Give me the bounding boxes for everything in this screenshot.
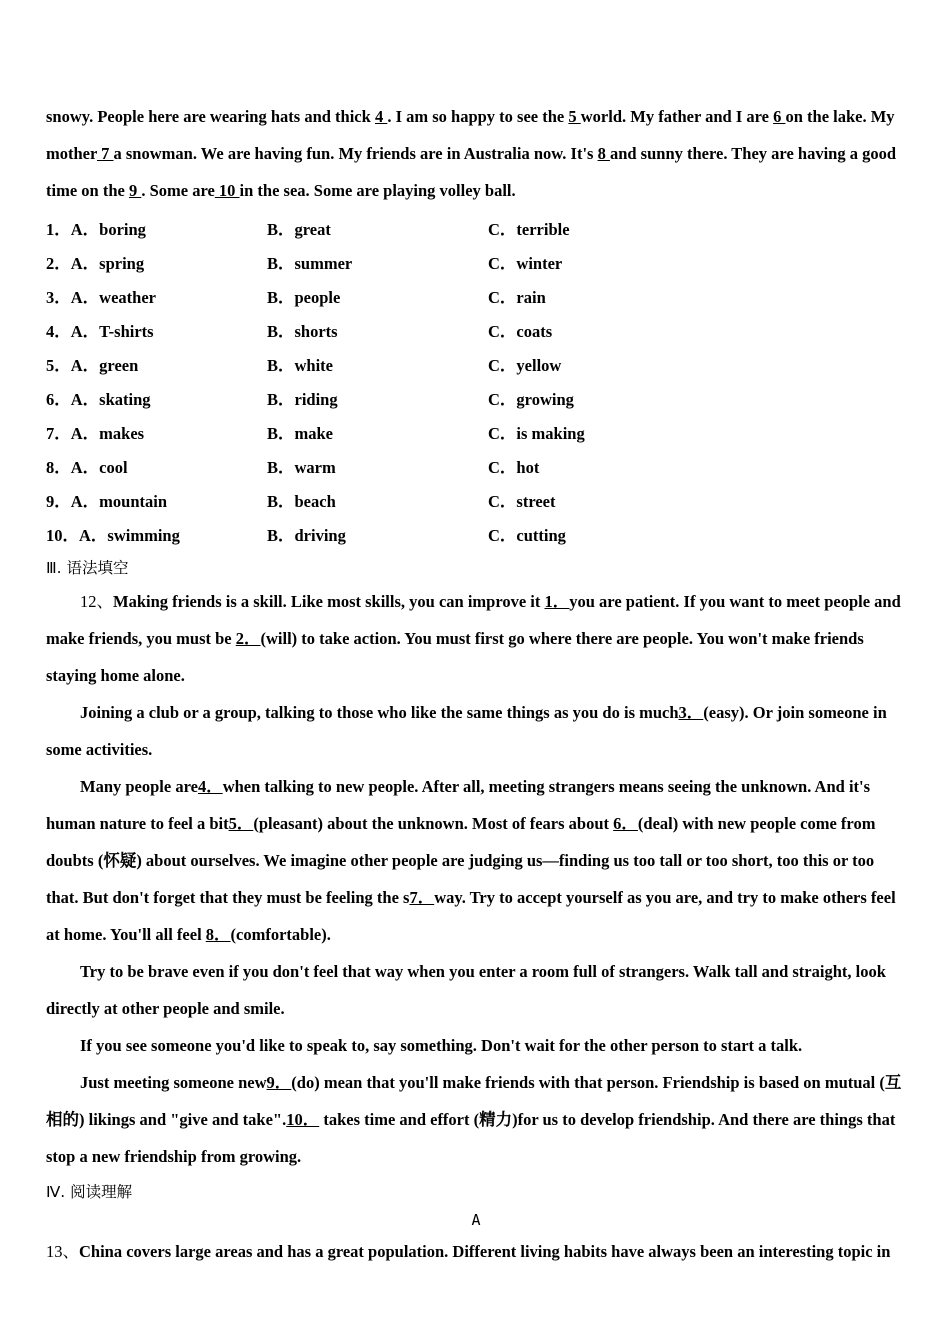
option-b: B．riding	[267, 390, 338, 409]
question-number: 12、	[80, 592, 113, 611]
grammar-paragraph-1: 12、Making friends is a skill. Like most skills, you can improve it 1．you are patient. If you want to meet people and make friends, you must be 2．(will) to take action. You must first go where there are people. You won't make friends staying home alone.	[46, 592, 901, 685]
cloze-blank-8: 8	[597, 144, 610, 163]
cloze-blank-9: 9	[128, 181, 142, 200]
option-c: C．coats	[488, 322, 553, 341]
option-c: C．growing	[488, 390, 574, 409]
option-row	[46, 517, 906, 551]
option-a: 5．A．green	[46, 356, 139, 375]
option-row	[46, 381, 906, 415]
grammar-blank-5: 5．	[228, 814, 254, 833]
option-row	[46, 279, 906, 313]
option-a: 1．A．boring	[46, 220, 146, 239]
cloze-text: . Some are	[141, 181, 215, 200]
grammar-blank-10: 10．	[286, 1110, 320, 1129]
option-a: 2．A．spring	[46, 254, 145, 273]
grammar-blank-8: 8．	[205, 925, 231, 944]
option-row	[46, 313, 906, 347]
grammar-blank-1: 1．	[544, 592, 570, 611]
cloze-blank-4: 4	[374, 107, 388, 126]
grammar-blank-6: 6．	[613, 814, 638, 833]
option-row	[46, 211, 906, 245]
grammar-paragraph-3: Many people are4．when talking to new people. After all, meeting strangers means seeing the unknown. And it's human nature to feel a bit5．(pleasant) about the unknown. Most of fears about 6．(deal) with new people come from doubts (怀疑) about ourselves. We imagine other people are judging us—finding us too tall or too short, too this or too that. But don't forget that they must be feeling the s7．way. Try to accept yourself as you are, and try to make others feel at home. You'll all feel 8．(comfortable).	[46, 777, 896, 944]
option-c: C．rain	[488, 288, 546, 307]
reading-question-13: 13、China covers large areas and has a great population. Different living habits have always been an interesting topic in	[46, 1242, 891, 1261]
option-row	[46, 347, 906, 381]
option-c: C．is making	[488, 424, 585, 443]
option-b: B．great	[267, 220, 331, 239]
option-a: 8．A．cool	[46, 458, 128, 477]
grammar-blank-4: 4．	[197, 777, 223, 796]
grammar-paragraph-2: Joining a club or a group, talking to those who like the same things as you do is much3．(easy). Or join someone in some activities.	[46, 703, 887, 759]
option-c: C．cutting	[488, 526, 566, 545]
cloze-passage	[46, 98, 906, 209]
section-heading-reading: Ⅳ. 阅读理解	[46, 1183, 133, 1201]
option-b: B．beach	[267, 492, 336, 511]
cloze-text: and sunny there. They are having a good time on the	[46, 144, 897, 200]
grammar-paragraph-6: Just meeting someone new9．(do) mean that you'll make friends with that person. Friendship is based on mutual (互相的) likings and "give and take".10． takes time and effort (精力)for us to develop friendship. And there are things that stop a new friendship from growing.	[46, 1073, 902, 1166]
option-c: C．terrible	[488, 220, 570, 239]
section-heading-grammar: Ⅲ. 语法填空	[46, 559, 129, 577]
question-number: 13、	[46, 1242, 79, 1261]
option-b: B．white	[267, 356, 333, 375]
option-c: C．yellow	[488, 356, 562, 375]
options-list	[46, 211, 906, 551]
option-row	[46, 449, 906, 483]
option-a: 7．A．makes	[46, 424, 145, 443]
option-a: 3．A．weather	[46, 288, 156, 307]
cloze-blank-10: 10	[214, 181, 240, 200]
cloze-blank-5: 5	[568, 107, 581, 126]
option-c: C．street	[488, 492, 556, 511]
option-row	[46, 415, 906, 449]
grammar-blank-2: 2．	[235, 629, 261, 648]
grammar-paragraph-5: If you see someone you'd like to speak to, say something. Don't wait for the other person to start a talk.	[80, 1036, 803, 1055]
cloze-text: in the sea. Some are playing volley ball.	[239, 181, 516, 200]
cloze-blank-7: 7	[97, 144, 114, 163]
grammar-blank-3: 3．	[678, 703, 704, 722]
option-a: 10．A．swimming	[46, 526, 180, 545]
option-b: B．make	[267, 424, 333, 443]
document-page	[46, 98, 906, 1270]
option-row	[46, 483, 906, 517]
cloze-text: snowy. People here are wearing hats and thick	[46, 107, 375, 126]
cloze-text: a snowman. We are having fun. My friends are in Australia now. It's	[113, 144, 598, 163]
option-a: 9．A．mountain	[46, 492, 168, 511]
cloze-text: . I am so happy to see the	[387, 107, 569, 126]
cloze-text: on the lake. My mother	[46, 107, 895, 163]
passage-label: A	[471, 1211, 481, 1229]
cloze-text: world. My father and I are	[580, 107, 774, 126]
grammar-blank-9: 9．	[266, 1073, 292, 1092]
option-a: 6．A．skating	[46, 390, 151, 409]
grammar-paragraph-4: Try to be brave even if you don't feel that way when you enter a room full of strangers. Walk tall and straight, look directly at other people and smile.	[46, 962, 886, 1018]
option-b: B．summer	[267, 254, 353, 273]
option-c: C．winter	[488, 254, 563, 273]
grammar-blank-7: 7．	[409, 888, 435, 907]
option-a: 4．A．T-shirts	[46, 322, 154, 341]
option-c: C．hot	[488, 458, 540, 477]
cloze-blank-6: 6	[773, 107, 786, 126]
option-row	[46, 245, 906, 279]
option-b: B．shorts	[267, 322, 338, 341]
option-b: B．people	[267, 288, 341, 307]
option-b: B．warm	[267, 458, 336, 477]
option-b: B．driving	[267, 526, 346, 545]
